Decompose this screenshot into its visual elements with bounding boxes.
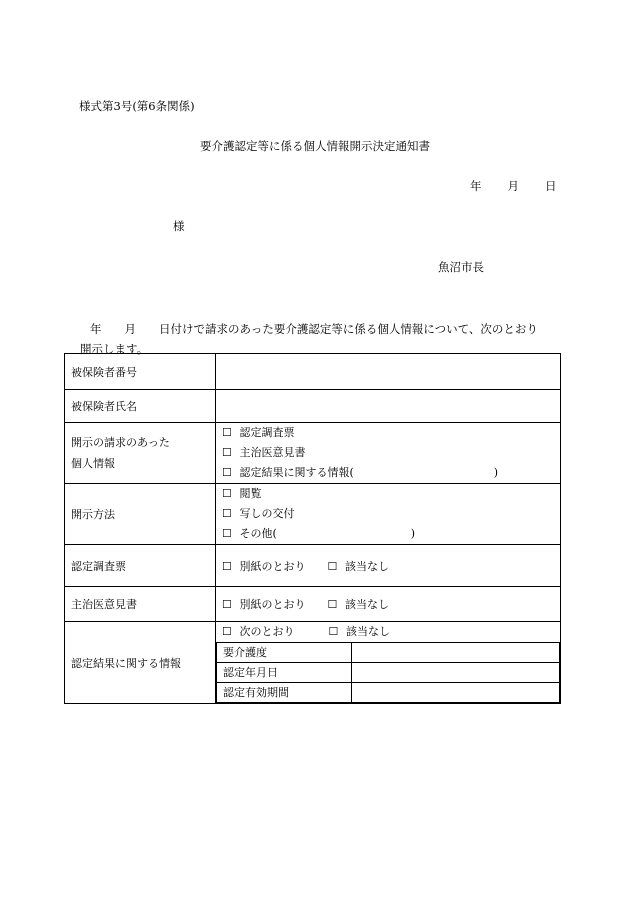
- value-insured-name[interactable]: [216, 390, 561, 423]
- result-info-cell: [216, 622, 561, 704]
- option-not-applicable: 該当なし: [346, 625, 390, 638]
- checkbox-icon[interactable]: ☐: [222, 559, 232, 573]
- label-requested-info-line2: 個人情報: [71, 457, 115, 470]
- label-result-info: 認定結果に関する情報: [65, 622, 216, 704]
- form-number: 様式第3号(第6条関係): [79, 99, 195, 113]
- label-requested-info: [65, 423, 216, 484]
- document-title: 要介護認定等に係る個人情報開示決定通知書: [200, 139, 430, 153]
- option-attached: 別紙のとおり: [239, 598, 306, 611]
- info-table: [64, 353, 561, 704]
- value-certification-date[interactable]: [352, 663, 560, 683]
- table-row: [65, 587, 561, 622]
- option-result-info: 認定結果に関する情報(: [239, 466, 354, 479]
- table-row: [65, 354, 561, 390]
- option-other: その他(: [239, 527, 277, 540]
- table-row: [65, 484, 561, 545]
- checkbox-icon[interactable]: ☐: [222, 507, 232, 520]
- table-row: [217, 663, 560, 683]
- checkbox-icon[interactable]: ☐: [222, 598, 232, 611]
- label-doctor-opinion: 主治医意見書: [65, 587, 216, 622]
- body-line-2: 開示します。: [80, 342, 149, 356]
- checkbox-icon[interactable]: ☐: [222, 426, 232, 439]
- option-attached: 別紙のとおり: [239, 559, 306, 573]
- label-valid-period: 認定有効期間: [217, 683, 352, 703]
- table-row: [65, 423, 561, 484]
- survey-form-options: [216, 545, 561, 587]
- option-as-follows: 次のとおり: [239, 625, 295, 638]
- requested-info-options: [216, 423, 561, 484]
- label-requested-info-line1: 開示の請求のあった: [71, 436, 170, 449]
- checkbox-icon[interactable]: ☐: [328, 625, 339, 638]
- result-info-options: [216, 622, 560, 642]
- label-certification-date: 認定年月日: [217, 663, 352, 683]
- doctor-opinion-options: [216, 587, 561, 622]
- option-viewing: 閲覧: [239, 487, 262, 500]
- close-paren: ): [493, 466, 499, 479]
- date-month: 月: [507, 179, 519, 193]
- checkbox-icon[interactable]: ☐: [222, 466, 232, 479]
- checkbox-icon[interactable]: ☐: [222, 625, 232, 638]
- checkbox-icon[interactable]: ☐: [327, 559, 338, 573]
- option-not-applicable: 該当なし: [345, 598, 389, 611]
- value-insured-number[interactable]: [216, 354, 561, 390]
- label-survey-form: 認定調査票: [65, 545, 216, 587]
- value-valid-period[interactable]: [352, 683, 560, 703]
- table-row: [65, 622, 561, 704]
- date-day: 日: [545, 179, 557, 193]
- table-row: [65, 390, 561, 423]
- option-copy: 写しの交付: [239, 507, 295, 520]
- label-insured-name: 被保険者氏名: [65, 390, 216, 423]
- table-row: [217, 683, 560, 703]
- disclosure-method-options: [216, 484, 561, 545]
- checkbox-icon[interactable]: ☐: [222, 527, 232, 540]
- date-line: [470, 178, 557, 194]
- value-care-level[interactable]: [352, 643, 560, 663]
- option-survey-form: 認定調査票: [239, 426, 295, 439]
- body-line-1: 年 月 日付けで請求のあった要介護認定等に係る個人情報について、次のとおり: [90, 322, 538, 336]
- close-paren: ): [410, 527, 416, 540]
- option-doctor-opinion: 主治医意見書: [239, 446, 306, 459]
- label-disclosure-method: 開示方法: [65, 484, 216, 545]
- result-subtable: [216, 642, 560, 703]
- table-row: [65, 545, 561, 587]
- checkbox-icon[interactable]: ☐: [222, 446, 232, 459]
- checkbox-icon[interactable]: ☐: [327, 598, 338, 611]
- label-insured-number: 被保険者番号: [65, 354, 216, 390]
- table-row: [217, 643, 560, 663]
- date-year: 年: [470, 179, 482, 193]
- checkbox-icon[interactable]: ☐: [222, 487, 232, 500]
- addressee-suffix: 様: [173, 219, 185, 233]
- option-not-applicable: 該当なし: [345, 559, 389, 573]
- label-care-level: 要介護度: [217, 643, 352, 663]
- issuer-name: 魚沼市長: [438, 260, 484, 274]
